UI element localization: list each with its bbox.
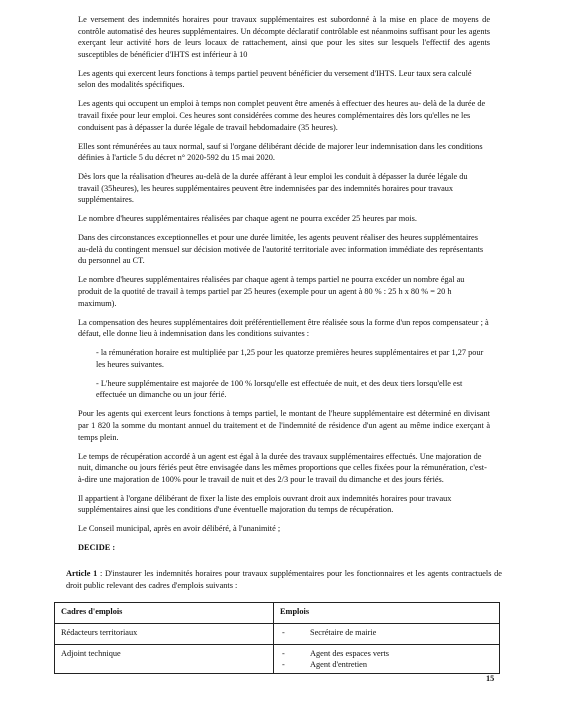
- paragraph: Elles sont rémunérées au taux normal, sauf si l'organe délibérant décide de majorer leur indemnisation dans les conditions définies à l'article 5 du décret n° 2020-592 du 15 mai 2020.: [78, 141, 483, 163]
- paragraph: Il appartient à l'organe délibérant de fixer la liste des emplois ouvrant droit aux indemnités horaires pour travaux supplémentaires ainsi que les conditions d'une éventuelle majoration du temps de récupération.: [78, 493, 452, 515]
- table-row: [55, 624, 500, 645]
- decide-heading: DECIDE :: [78, 543, 116, 553]
- paragraph: Pour les agents qui exercent leurs fonctions à temps partiel, le montant de l'heure supplémentaire est déterminé en divisant par 1 820 la somme du montant annuel du traitement et de l'indemnité de résidence d'un agent au même indice exerçant à temps plein.: [78, 409, 490, 442]
- paragraph: Le nombre d'heures supplémentaires réalisées par chaque agent à temps partiel ne pourra excéder un nombre égal au produit de la quotité de travail à temps partiel par 25 heures (exemple pour un agent à 80 % : 25 h x 80 % = 20 h maximum).: [78, 275, 465, 308]
- indented-item: - L'heure supplémentaire est majorée de 100 % lorsqu'elle est effectuée de nuit, et des deux tiers lorsqu'elle est effectuée un dimanche ou un jour férié.: [96, 378, 463, 400]
- indented-item: - la rémunération horaire est multipliée par 1,25 pour les quatorze premières heures supplémentaires et par 1,27 pour les heures suivantes.: [96, 348, 484, 369]
- cadre-cell: Adjoint technique: [55, 645, 274, 674]
- paragraph: Le Conseil municipal, après en avoir délibéré, à l'unanimité ;: [78, 524, 281, 534]
- document-body: [78, 14, 490, 561]
- emplois-cell: [274, 624, 500, 645]
- emploi-item: - Secrétaire de mairie: [280, 627, 493, 638]
- paragraph: La compensation des heures supplémentaires doit préférentiellement être réalisée sous la forme d'un repos compensateur ; à défaut, elle donne lieu à indemnisation dans les conditions suivantes :: [78, 317, 489, 339]
- table-header-cadres: Cadres d'emplois: [55, 603, 274, 624]
- table-row: [55, 645, 500, 674]
- paragraph: Les agents qui occupent un emploi à temps non complet peuvent être amenés à effectuer des heures au- delà de la durée de travail fixée pour leur emploi. Ces heures sont considérées comme des heures complémentaires dès lors qu'elles ne les conduisent pas à dépasser la durée légale de travail hebdomadaire (35 heures).: [78, 99, 486, 132]
- jobs-table: [54, 602, 500, 674]
- article-text: : D'instaurer les indemnités horaires pour travaux supplémentaires pour les fonctionnaires et les agents contractuels de droit public relevant des cadres d'emplois suivants :: [66, 569, 502, 590]
- table-header-emplois: Emplois: [274, 603, 500, 624]
- paragraph: Les agents qui exercent leurs fonctions à temps partiel peuvent bénéficier du versement d'IHTS. Leur taux sera calculé selon des modalités spécifiques.: [78, 68, 472, 90]
- emploi-item: - Agent des espaces verts: [280, 648, 493, 659]
- paragraph: Le temps de récupération accordé à un agent est égal à la durée des travaux supplémentaires effectués. Une majoration de nuit, dimanche ou jours fériés peut être envisagée dans les mêmes proportions que celles fixées pour la rémunération, c'est-à-dire une majoration de 100% pour le travail de nuit et des 2/3 pour le travail du dimanche et des jours fériés.: [78, 451, 487, 484]
- emploi-item: - Agent d'entretien: [280, 659, 493, 670]
- paragraph: Dans des circonstances exceptionnelles et pour une durée limitée, les agents peuvent réaliser des heures supplémentaires au-delà du contingent mensuel sur décision motivée de l'autorité territoriale avec information immédiate des représentants du personnel au CT.: [78, 233, 484, 266]
- page-number: 15: [486, 674, 495, 683]
- paragraph: Le versement des indemnités horaires pour travaux supplémentaires est subordonné à la mise en place de moyens de contrôle automatisé des heures supplémentaires. Un décompte déclaratif contrôlable est néanmoins suffisant pour les agents exerçant leur activité hors de leurs locaux de rattachement, ainsi que pour les sites sur lesquels l'effectif des agents susceptibles de bénéficier d'IHTS est inférieur à 10: [78, 15, 490, 59]
- cadre-cell: Rédacteurs territoriaux: [55, 624, 274, 645]
- article-label: Article 1: [66, 569, 98, 578]
- emplois-cell: [274, 645, 500, 674]
- paragraph: Le nombre d'heures supplémentaires réalisées par chaque agent ne pourra excéder 25 heures par mois.: [78, 214, 417, 224]
- article-1: [66, 568, 502, 591]
- paragraph: Dès lors que la réalisation d'heures au-delà de la durée afférant à leur emploi les conduit à dépasser la durée légale du travail (35heures), les heures supplémentaires peuvent être indemnisées par des indemnités horaires pour travaux supplémentaires.: [78, 172, 468, 205]
- table-header-row: [55, 603, 500, 624]
